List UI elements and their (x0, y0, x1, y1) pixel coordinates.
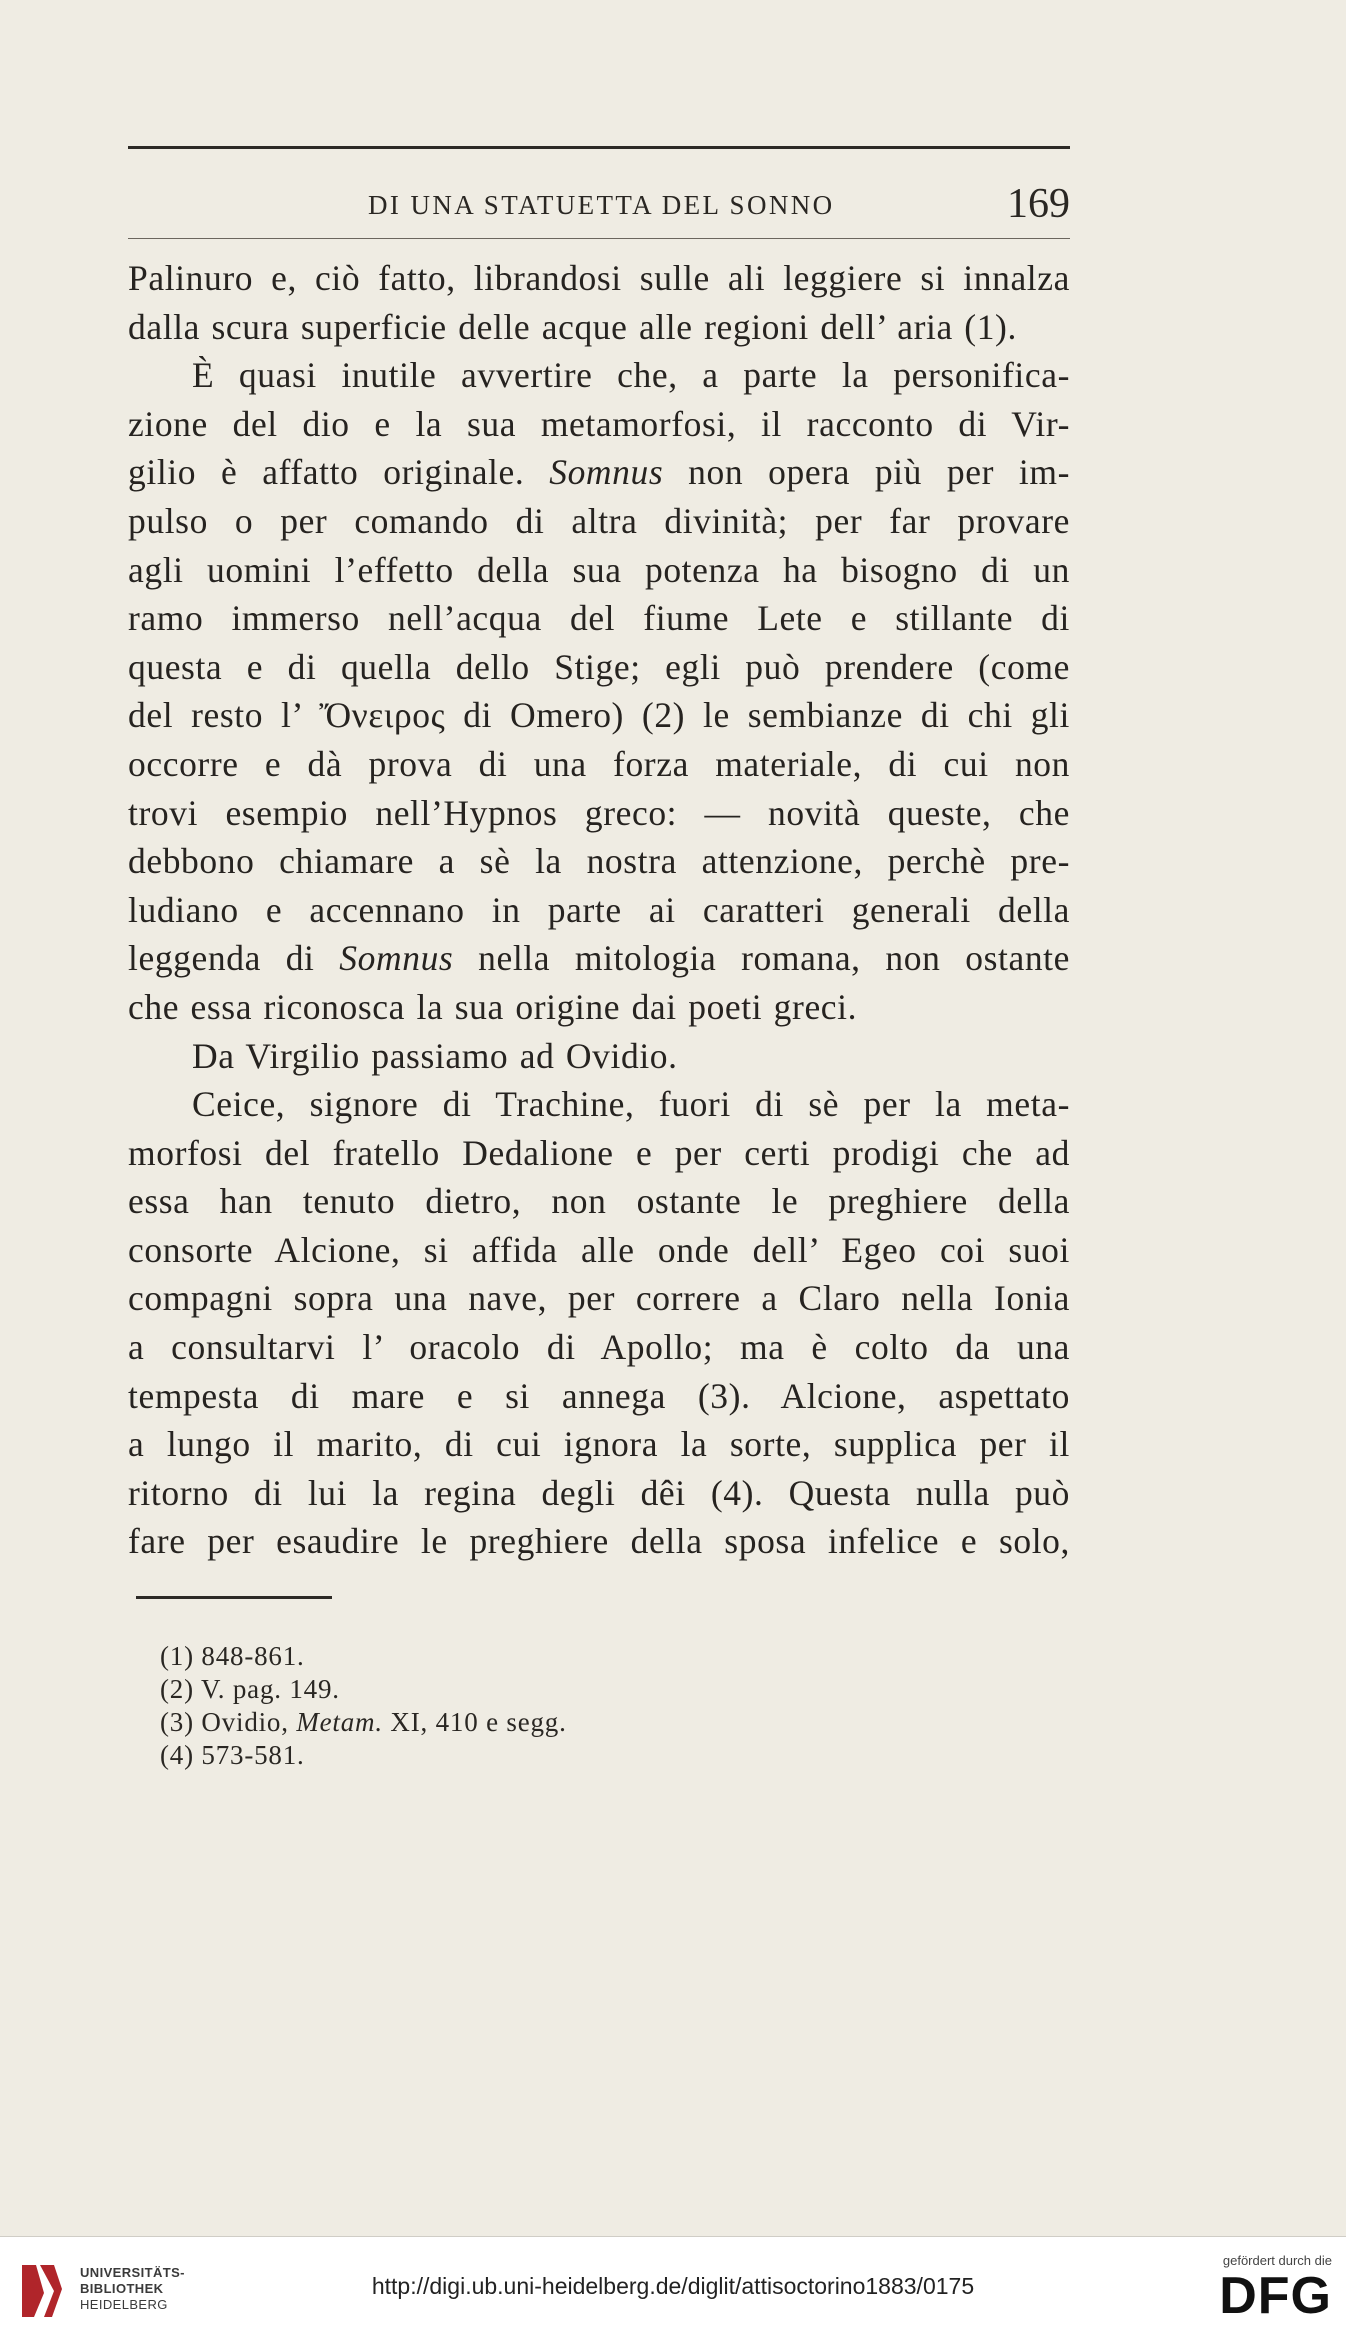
text-line (128, 886, 1070, 935)
text-run: (3) Ovidio, (160, 1707, 297, 1737)
dfg-logo[interactable] (1172, 2253, 1332, 2331)
text-line (128, 448, 1070, 497)
text-run: (1) 848-861. (160, 1641, 305, 1671)
footnotes (160, 1640, 860, 1772)
text-run: essa han tenuto dietro, non ostante le preghiere della (128, 1181, 1070, 1222)
text-run: Palinuro e, ciò fatto, librandosi sulle ali leggiere si innalza (128, 258, 1070, 298)
funder-caption: gefördert durch die (1222, 2253, 1332, 2268)
viewer-footer (0, 2236, 1346, 2337)
text-run: zione del dio e la sua metamorfosi, il racconto di Vir- (128, 403, 1070, 444)
text-line (128, 1177, 1070, 1226)
text-line (128, 837, 1070, 886)
text-line (128, 1080, 1070, 1129)
dfg-wordmark: DFG (1219, 2267, 1332, 2325)
header-rule (128, 146, 1070, 149)
text-run: gilio è affatto originale. (128, 452, 550, 493)
text-line (128, 1274, 1070, 1323)
footnote (160, 1673, 860, 1706)
text-line (128, 400, 1070, 449)
text-line (128, 351, 1070, 400)
text-run: debbono chiamare a sè la nostra attenzione, perchè pre- (128, 841, 1070, 882)
text-run: ritorno di lui la regina degli dêi (4). Questa nulla può (128, 1472, 1070, 1513)
text-run: (2) V. pag. 149. (160, 1674, 340, 1704)
footnote (160, 1706, 860, 1739)
text-run: fare per esaudire le preghiere della sposa infelice e solo, (128, 1521, 1070, 1562)
text-line (128, 643, 1070, 692)
text-run: pulso o per comando di altra divinità; per far provare (128, 500, 1070, 541)
text-run: che essa riconosca la sua origine dai poeti greci. (128, 986, 858, 1027)
text-run: compagni sopra una nave, per correre a Claro nella Ionia (128, 1278, 1070, 1319)
text-run: consorte Alcione, si affida alle onde dell’ Egeo coi suoi (128, 1229, 1070, 1270)
text-line (128, 303, 1070, 352)
text-line (128, 497, 1070, 546)
text-line (128, 1226, 1070, 1275)
text-run: questa e di quella dello Stige; egli può prendere (come (128, 646, 1070, 687)
text-run: nella mitologia romana, non ostante (453, 938, 1070, 979)
text-line (128, 740, 1070, 789)
text-line (128, 691, 1070, 740)
header-underline (128, 238, 1070, 239)
body-text (128, 254, 1070, 1566)
text-run: ludiano e accennano in parte ai caratteri generali della (128, 889, 1070, 930)
library-name-line2: BIBLIOTHEK (80, 2281, 164, 2296)
text-run: È quasi inutile avvertire che, a parte la personifica- (192, 355, 1070, 396)
text-run: a consultarvi l’ oracolo di Apollo; ma è colto da una (128, 1327, 1070, 1368)
text-line (128, 789, 1070, 838)
library-name-line3: HEIDELBERG (80, 2297, 168, 2312)
text-run: (4) 573-581. (160, 1740, 305, 1770)
italic-text: Somnus (549, 452, 664, 493)
text-line (128, 934, 1070, 983)
page-number: 169 (1007, 181, 1070, 227)
running-head (128, 181, 1070, 228)
text-run: morfosi del fratello Dedalione e per certi prodigi che ad (128, 1132, 1070, 1173)
text-run: non opera più per im- (663, 452, 1070, 493)
text-run: trovi esempio nell’Hypnos greco: — novità queste, che (128, 792, 1070, 833)
text-run: dalla scura superficie delle acque alle regioni dell’ aria (1). (128, 306, 1017, 347)
permalink-url[interactable]: http://digi.ub.uni-heidelberg.de/diglit/attisoctorino1883/0175 (371, 2273, 975, 2299)
library-name-line1: UNIVERSITÄTS- (80, 2265, 185, 2280)
text-line (128, 1323, 1070, 1372)
text-line (128, 1517, 1070, 1566)
text-line (128, 1372, 1070, 1421)
text-run: Da Virgilio passiamo ad Ovidio. (192, 1035, 678, 1076)
text-run: tempesta di mare e si annega (3). Alcione, aspettato (128, 1375, 1070, 1416)
text-line (128, 254, 1070, 303)
footnote (160, 1739, 860, 1772)
italic-text: Somnus (339, 938, 454, 979)
text-run: agli uomini l’effetto della sua potenza ha bisogno di un (128, 549, 1070, 590)
text-run: Ceice, signore di Trachine, fuori di sè per la meta- (192, 1084, 1070, 1125)
text-run: occorre e dà prova di una forza materiale, di cui non (128, 743, 1070, 784)
text-line (128, 1032, 1070, 1081)
text-line (128, 1129, 1070, 1178)
text-run: XI, 410 e segg. (382, 1707, 567, 1737)
text-line (128, 1469, 1070, 1518)
text-line (128, 983, 1070, 1032)
text-run: del resto l’ Ὄνειρος di Omero) (2) le sembianze di chi gli (128, 695, 1070, 736)
footnote-rule (136, 1596, 332, 1599)
footnote (160, 1640, 860, 1673)
text-run: a lungo il marito, di cui ignora la sorte, supplica per il (128, 1424, 1070, 1465)
text-line (128, 546, 1070, 595)
italic-text: Metam. (296, 1707, 383, 1737)
text-line (128, 1420, 1070, 1469)
running-head-title: DI UNA STATUETTA DEL SONNO (368, 190, 835, 220)
text-run: leggenda di (128, 938, 340, 979)
text-run: ramo immerso nell’acqua del fiume Lete e stillante di (128, 598, 1070, 639)
text-line (128, 594, 1070, 643)
